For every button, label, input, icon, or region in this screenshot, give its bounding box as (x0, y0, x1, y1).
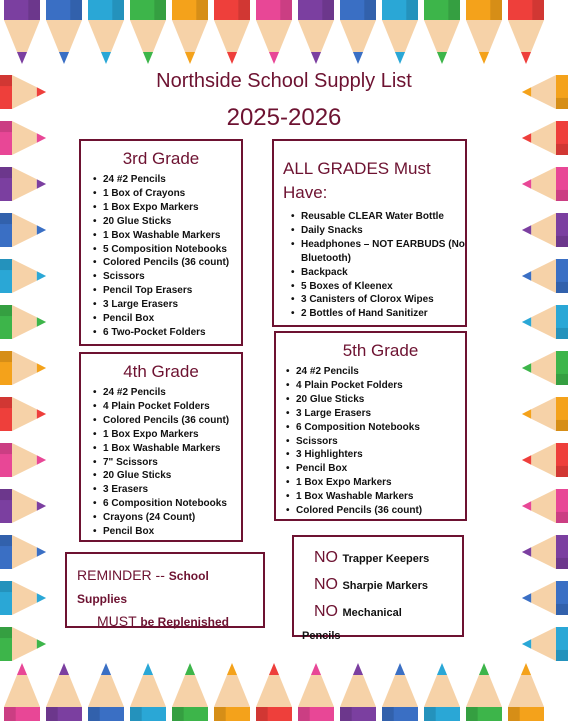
pencil-icon (0, 581, 46, 615)
grade5-box (274, 331, 467, 521)
list-item: • Daily Snacks (301, 224, 465, 238)
list-item: • 5 Boxes of Kleenex (301, 280, 465, 294)
list-item: • Pencil Top Erasers (103, 284, 241, 298)
pencil-icon (0, 305, 46, 339)
pencil-icon (508, 0, 544, 64)
pencil-icon (0, 443, 46, 477)
grade4-heading: 4th Grade (123, 362, 199, 381)
pencil-icon (46, 663, 82, 721)
pencil-icon (0, 259, 46, 293)
pencil-icon (130, 0, 166, 64)
list-item: • 1 Box Expo Markers (103, 201, 241, 215)
list-item: • 20 Glue Sticks (103, 215, 241, 229)
pencil-icon (522, 305, 568, 339)
list-item: • Pencil Box (103, 312, 241, 326)
pencil-icon (214, 663, 250, 721)
no-word: NO (314, 549, 338, 566)
pencil-icon (382, 0, 418, 64)
reminder-supplies: Supplies (77, 592, 128, 606)
list-item: • 6 Two-Pocket Folders (103, 326, 241, 340)
pencil-icon (522, 443, 568, 477)
list-item: • Backpack (301, 266, 465, 280)
list-item: • 1 Box Expo Markers (103, 428, 241, 442)
list-item: • 3 Large Erasers (103, 298, 241, 312)
list-item: • 3 Highlighters (296, 448, 465, 462)
grade4-list (81, 386, 241, 539)
pencil-icon (46, 0, 82, 64)
pencil-icon (522, 213, 568, 247)
list-item: • 1 Box Washable Markers (103, 442, 241, 456)
all-grades-box (272, 139, 467, 327)
list-item: • 20 Glue Sticks (103, 469, 241, 483)
list-item: • Crayons (24 Count) (103, 511, 241, 525)
list-item: • 24 #2 Pencils (103, 173, 241, 187)
pencil-icon (522, 535, 568, 569)
pencil-icon (0, 351, 46, 385)
list-item: • Pencil Box (103, 525, 241, 539)
list-item: • 2 Bottles of Hand Sanitizer (301, 307, 465, 321)
pencil-icon (466, 0, 502, 64)
no-item: Sharpie Markers (342, 580, 429, 592)
pencil-icon (298, 663, 334, 721)
list-item: • Colored Pencils (36 count) (296, 504, 465, 518)
list-item: • Colored Pencils (36 count) (103, 256, 241, 270)
no-item: Mechanical (342, 607, 402, 619)
list-item: • 20 Glue Sticks (296, 393, 465, 407)
grade5-list (276, 365, 465, 518)
pencil-icon (0, 489, 46, 523)
pencil-icon (0, 167, 46, 201)
pencil-icon (0, 397, 46, 431)
grade5-heading: 5th Grade (342, 341, 419, 360)
list-item: • Scissors (103, 270, 241, 284)
all-grades-heading: ALL GRADES Must Have: (283, 159, 431, 202)
list-item: • 1 Box Washable Markers (296, 490, 465, 504)
pencil-icon (340, 663, 376, 721)
list-item: • 1 Box Washable Markers (103, 229, 241, 243)
pencil-icon (522, 351, 568, 385)
reminder-replenished: be Replenished (140, 615, 229, 629)
list-item: • 7" Scissors (103, 456, 241, 470)
pencil-icon (424, 0, 460, 64)
pencil-icon (298, 0, 334, 64)
list-item: • Reusable CLEAR Water Bottle (301, 210, 465, 224)
grade3-box (79, 139, 243, 346)
pencil-icon (522, 167, 568, 201)
grade3-heading: 3rd Grade (122, 149, 200, 168)
pencil-icon (172, 663, 208, 721)
no-item: Pencils (302, 630, 341, 642)
pencil-icon (214, 0, 250, 64)
reminder-school: School (168, 569, 209, 583)
reminder-box (65, 552, 265, 628)
list-item: • 1 Box of Crayons (103, 187, 241, 201)
no-item: Trapper Keepers (342, 553, 430, 565)
grade3-list (81, 173, 241, 340)
list-item: • 24 #2 Pencils (103, 386, 241, 400)
school-year: 2025-2026 (226, 104, 342, 131)
reminder-must: MUST (97, 613, 137, 629)
list-item: • Colored Pencils (36 count) (103, 414, 241, 428)
pencil-icon (522, 489, 568, 523)
page-title: Northside School Supply List (156, 70, 412, 92)
pencil-icon (130, 663, 166, 721)
pencil-icon (0, 535, 46, 569)
list-item: • 1 Box Expo Markers (296, 476, 465, 490)
pencil-icon (172, 0, 208, 64)
pencil-icon (424, 663, 460, 721)
list-item: • 4 Plain Pocket Folders (103, 400, 241, 414)
list-item: • Scissors (296, 435, 465, 449)
list-item: • 3 Large Erasers (296, 407, 465, 421)
list-item: • 6 Composition Notebooks (296, 421, 465, 435)
reminder-prefix: REMINDER -- (77, 567, 165, 583)
list-item: • 24 #2 Pencils (296, 365, 465, 379)
pencil-icon (340, 0, 376, 64)
not-allowed-box (292, 535, 464, 642)
grade4-box (79, 352, 243, 542)
no-word: NO (314, 603, 338, 620)
pencil-icon (522, 397, 568, 431)
all-grades-list (283, 210, 465, 321)
pencil-icon (508, 663, 544, 721)
pencil-icon (522, 581, 568, 615)
pencil-icon (522, 627, 568, 661)
list-item: • 4 Plain Pocket Folders (296, 379, 465, 393)
pencil-icon (4, 663, 40, 721)
pencil-icon (382, 663, 418, 721)
no-word: NO (314, 576, 338, 593)
pencil-icon (0, 213, 46, 247)
pencil-icon (522, 259, 568, 293)
pencil-icon (88, 0, 124, 64)
pencil-icon (4, 0, 40, 64)
list-item: • 6 Composition Notebooks (103, 497, 241, 511)
pencil-icon (466, 663, 502, 721)
list-item: • 5 Composition Notebooks (103, 243, 241, 257)
list-item: • 3 Canisters of Clorox Wipes (301, 293, 465, 307)
pencil-icon (88, 663, 124, 721)
list-item: • Pencil Box (296, 462, 465, 476)
list-item: • 3 Erasers (103, 483, 241, 497)
list-item: • Headphones – NOT EARBUDS (No Bluetooth) (301, 238, 465, 266)
pencil-icon (0, 627, 46, 661)
pencil-icon (256, 0, 292, 64)
pencil-icon (256, 663, 292, 721)
